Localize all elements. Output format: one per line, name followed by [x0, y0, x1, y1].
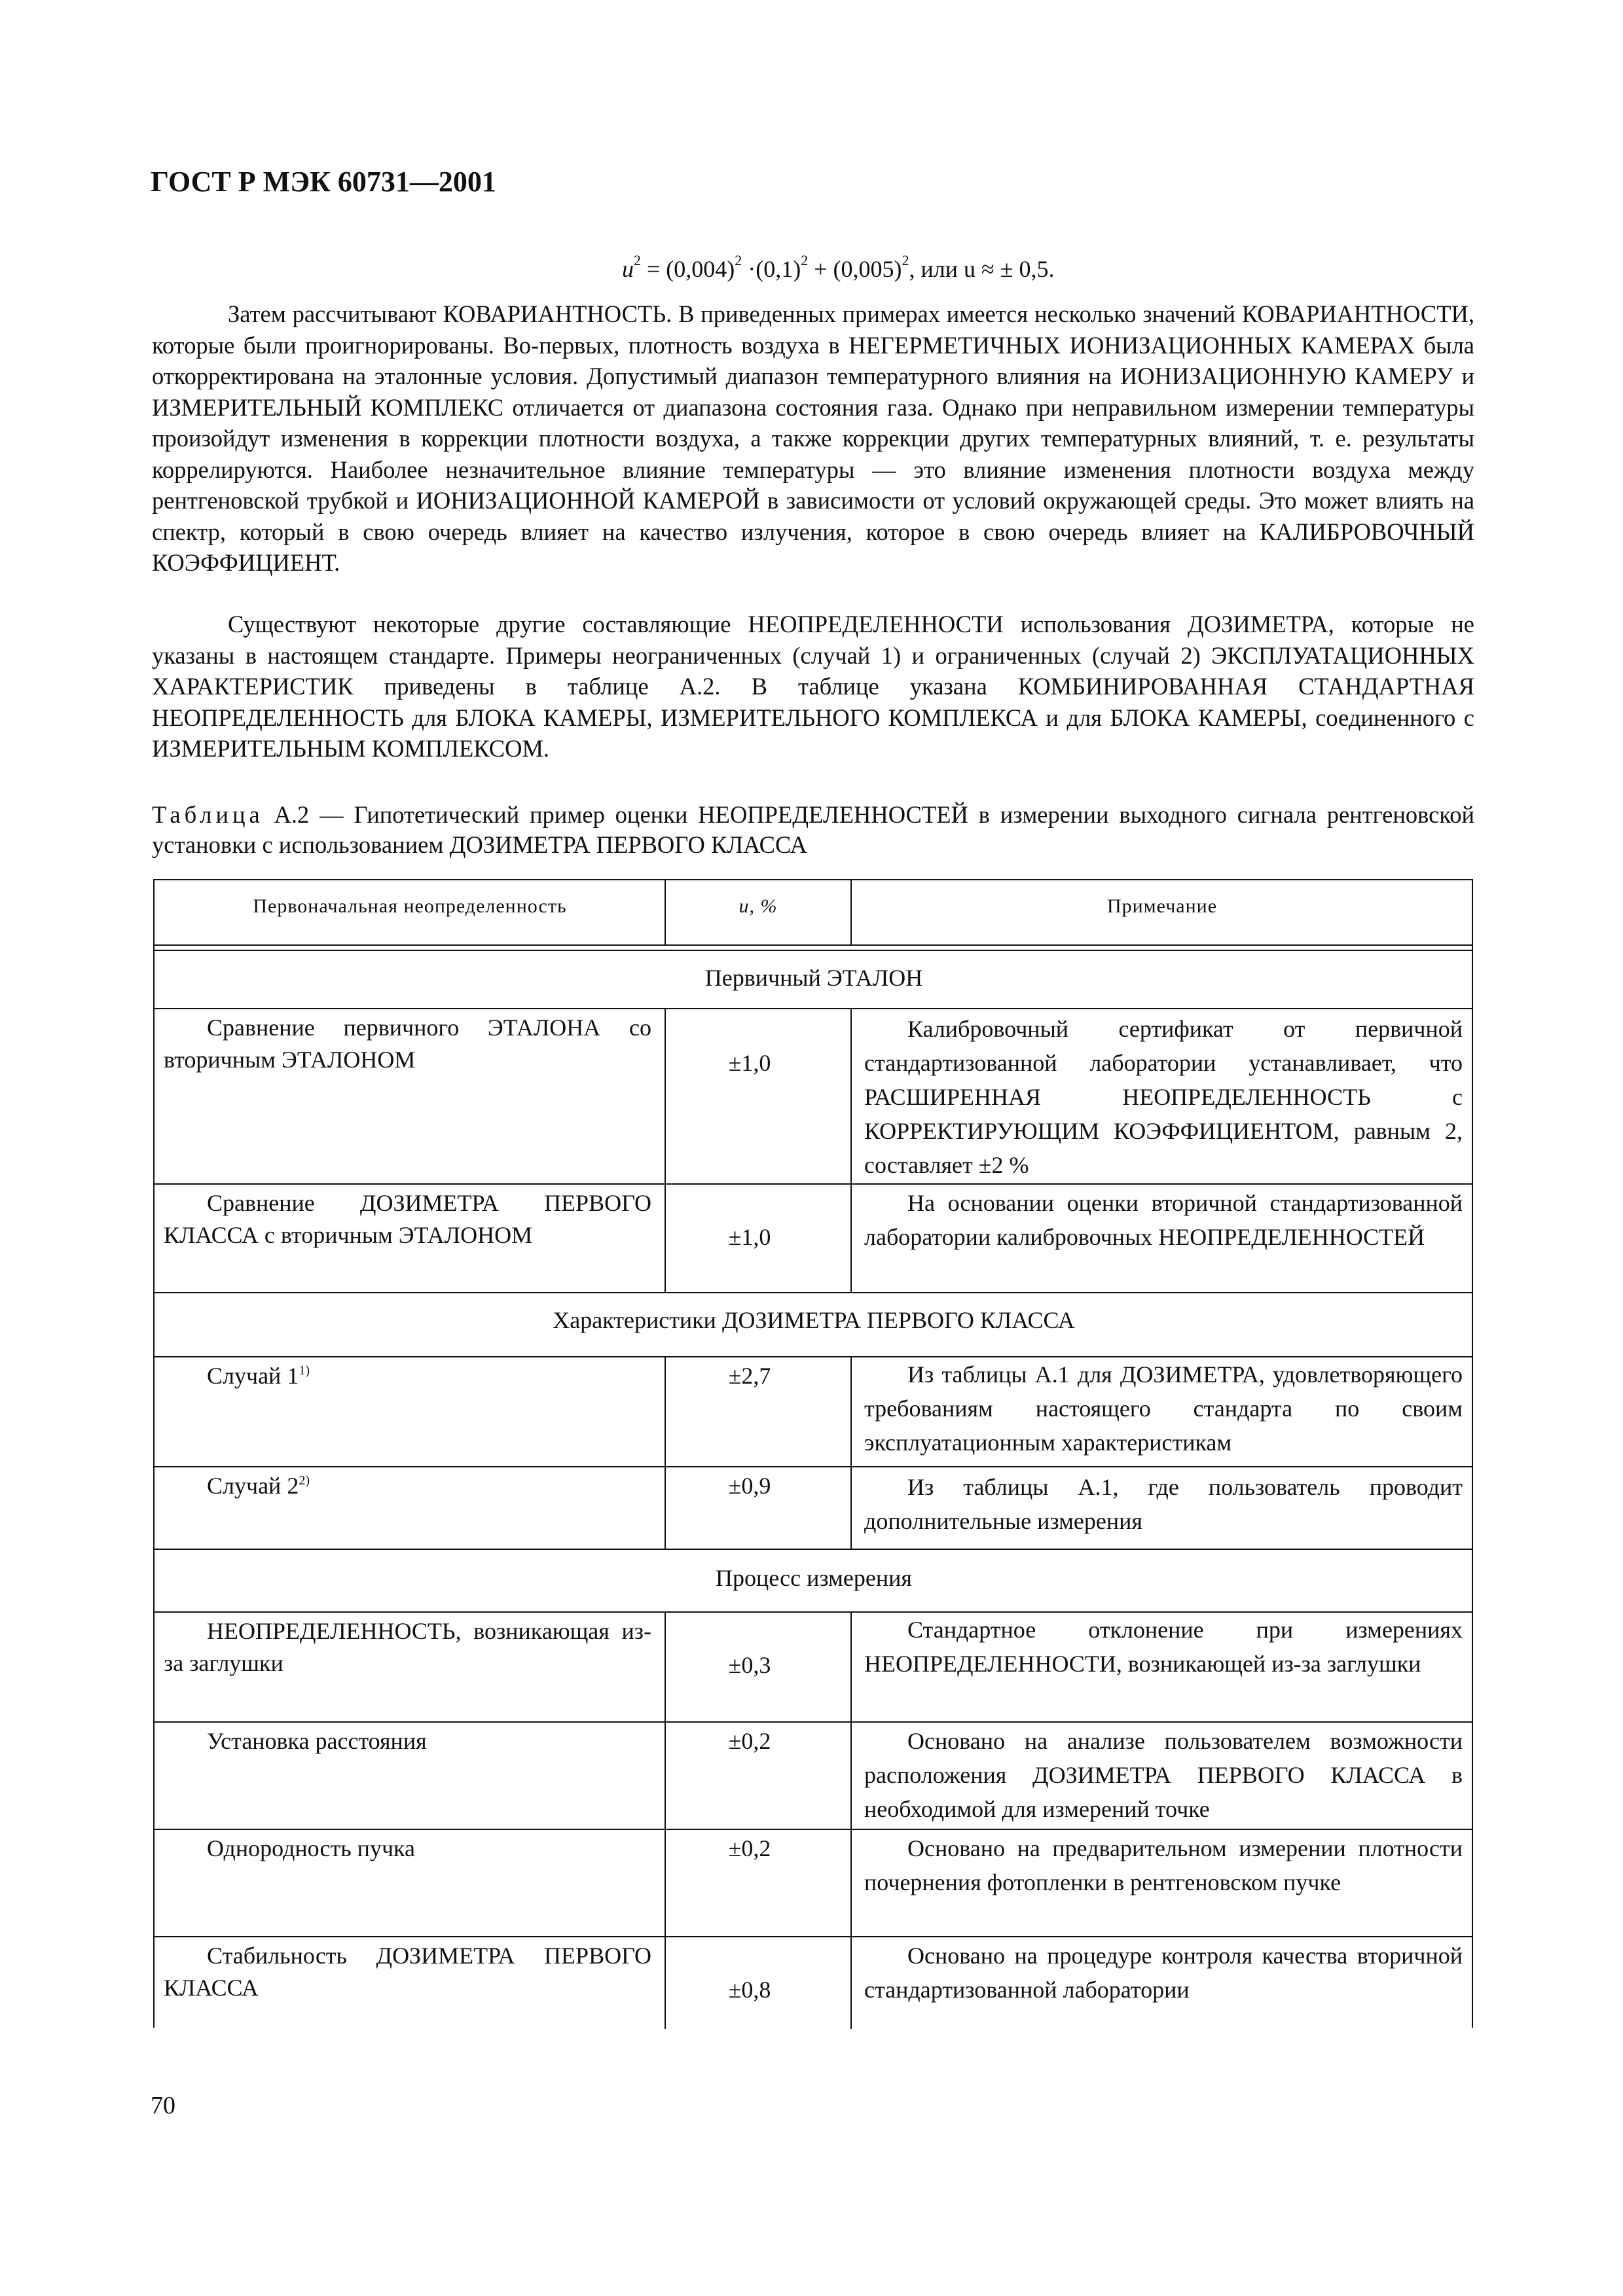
- table-cell-source: Сравнение ДОЗИМЕТРА ПЕРВОГО КЛАССА с вторичным ЭТАЛОНОМ: [164, 1190, 651, 1248]
- header-divider: [155, 944, 1473, 946]
- table-cell-source: Случай 2$^{2)}$: [207, 1473, 310, 1499]
- table-cell-note: Основано на процедуре контроля качества вторичной стандартизованной лаборатории: [864, 1943, 1463, 2003]
- header-u: u, %: [739, 895, 778, 917]
- column-divider: [850, 1613, 852, 2029]
- row-divider: [155, 1549, 1473, 1550]
- header-divider: [155, 950, 1473, 951]
- page-number: 70: [151, 2092, 175, 2119]
- table-cell-note: Стандартное отклонение при измерениях НЕОПРЕДЕЛЕННОСТИ, возникающей из-за заглушки: [864, 1617, 1463, 1677]
- header-note: Примечание: [1106, 895, 1218, 917]
- table-cell-source: Установка расстояния: [207, 1728, 427, 1754]
- row-divider: [155, 1936, 1473, 1937]
- table-cell-note: Калибровочный сертификат от первичной стандартизованной лаборатории устанавливает, что РАСШИРЕННАЯ НЕОПРЕДЕЛЕННОСТЬ с КОРРЕКТИРУЮЩИМ КОЭФФИЦИЕНТОМ, равным 2, составляет ±2 %: [864, 1016, 1463, 1178]
- table-cell-u: ±0,8: [728, 1977, 771, 2003]
- row-divider: [155, 1008, 1473, 1009]
- table-cell-u: ±1,0: [728, 1050, 771, 1076]
- table-cell-source: Стабильность ДОЗИМЕТРА ПЕРВОГО КЛАССА: [164, 1943, 651, 2001]
- row-divider: [155, 1466, 1473, 1467]
- table-cell-u: ±0,9: [728, 1473, 771, 1499]
- table-cell-u: ±0,2: [728, 1728, 771, 1754]
- header-source: Первоначальная неопределенность: [253, 895, 567, 917]
- table-cell-u: ±0,2: [728, 1835, 771, 1861]
- column-divider: [850, 879, 852, 944]
- table-cell-note: Основано на предварительном измерении плотности почернения фотопленки в рентгеновском пучке: [864, 1835, 1463, 1895]
- formula: $u^2 = (0,004)^2 \cdot(0,1)^2 + (0,005)^2$, или u ≈ ± 0,5.: [622, 252, 1055, 282]
- section-title: Первичный ЭТАЛОН: [704, 965, 923, 991]
- table-cell-source: Сравнение первичного ЭТАЛОНА со вторичным ЭТАЛОНОМ: [164, 1014, 651, 1073]
- table-cell-source: НЕОПРЕДЕЛЕННОСТЬ, возникающая из-за заглушки: [164, 1618, 651, 1676]
- table-cell-note: Из таблицы А.1, где пользователь проводит дополнительные измерения: [864, 1474, 1463, 1534]
- column-divider: [850, 1357, 852, 1549]
- body-paragraph-1: Затем рассчитывают КОВАРИАНТНОСТЬ. В приведенных примерах имеется несколько значений КОВАРИАНТНОСТИ, которые были проигнорированы. Во-первых, плотность воздуха в НЕГЕРМЕТИЧНЫХ ИОНИЗАЦИОННЫХ КАМЕРАХ была откорректирована на эталонные условия. Допустимый диапазон температурного влияния на ИОНИЗАЦИОННУЮ КАМЕРУ и ИЗМЕРИТЕЛЬНЫЙ КОМПЛЕКС отличается от диапазона состояния газа. Однако при неправильном измерении температуры произойдут изменения в коррекции плотности воздуха, а также коррекции других температурных влияний, т. е. результаты коррелируются. Наиболее незначительное влияние температуры — это влияние изменения плотности воздуха между рентгеновской трубкой и ИОНИЗАЦИОННОЙ КАМЕРОЙ в зависимости от условий окружающей среды. Это может влиять на спектр, который в свою очередь влияет на качество излучения, которое в свою очередь влияет на КАЛИБРОВОЧНЫЙ КОЭФФИЦИЕНТ.: [152, 300, 1474, 576]
- row-divider: [155, 1183, 1473, 1185]
- column-divider: [850, 1009, 852, 1292]
- section-title: Характеристики ДОЗИМЕТРА ПЕРВОГО КЛАССА: [553, 1307, 1075, 1333]
- row-divider: [155, 1292, 1473, 1293]
- table-cell-u: ±0,3: [728, 1652, 771, 1678]
- table-cell-note: Основано на анализе пользователем возможности расположения ДОЗИМЕТРА ПЕРВОГО КЛАССА в необходимой для измерений точке: [864, 1728, 1463, 1822]
- column-divider: [665, 879, 666, 944]
- row-divider: [155, 1829, 1473, 1830]
- table-cell-note: Из таблицы А.1 для ДОЗИМЕТРА, удовлетворяющего требованиям настоящего стандарта по своим эксплуатационным характеристикам: [864, 1361, 1463, 1456]
- row-divider: [155, 1721, 1473, 1723]
- table-cell-u: ±2,7: [728, 1363, 771, 1389]
- section-title: Процесс измерения: [716, 1565, 912, 1591]
- table-cell-u: ±1,0: [728, 1224, 771, 1250]
- body-paragraph-2: Существуют некоторые другие составляющие НЕОПРЕДЕЛЕННОСТИ использования ДОЗИМЕТРА, которые не указаны в настоящем стандарте. Примеры неограниченных (случай 1) и ограниченных (случай 2) ЭКСПЛУАТАЦИОННЫХ ХАРАКТЕРИСТИК приведены в таблице А.2. В таблице указана КОМБИНИРОВАННАЯ СТАНДАРТНАЯ НЕОПРЕДЕЛЕННОСТЬ для БЛОКА КАМЕРЫ, ИЗМЕРИТЕЛЬНОГО КОМПЛЕКСА и для БЛОКА КАМЕРЫ, соединенного с ИЗМЕРИТЕЛЬНЫМ КОМПЛЕКСОМ.: [152, 611, 1474, 762]
- table-cell-source: Однородность пучка: [207, 1835, 415, 1861]
- table-cell-source: Случай 1$^{1)}$: [207, 1363, 310, 1389]
- standard-header: ГОСТ Р МЭК 60731—2001: [151, 166, 496, 198]
- table-cell-note: На основании оценки вторичной стандартизованной лаборатории калибровочных НЕОПРЕДЕЛЕННОСТЕЙ: [864, 1190, 1463, 1250]
- table-caption: Таблица А.2 — Гипотетический пример оценки НЕОПРЕДЕЛЕННОСТЕЙ в измерении выходного сигнала рентгеновской установки с использованием ДОЗИМЕТРА ПЕРВОГО КЛАССА: [152, 801, 1474, 858]
